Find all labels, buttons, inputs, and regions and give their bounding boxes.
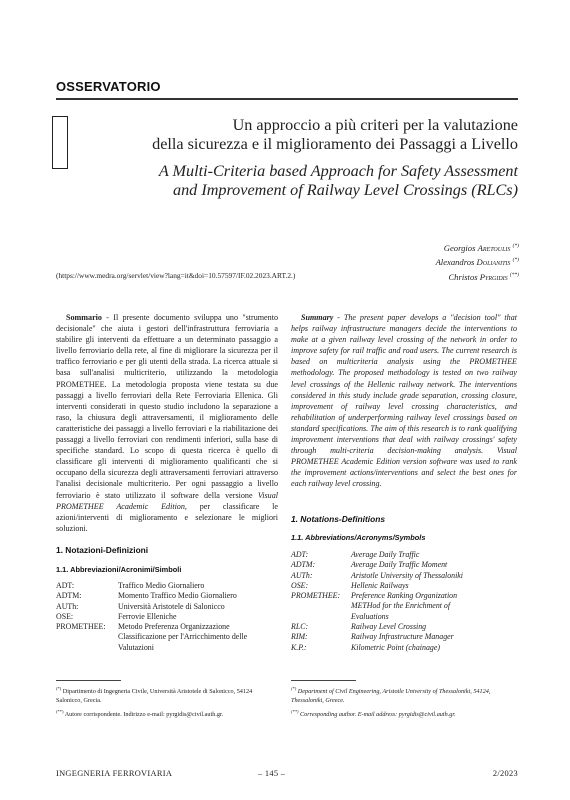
section-label: OSSERVATORIO: [56, 79, 161, 94]
footnote-rule-left: [56, 680, 121, 681]
table-row: OSE: Ferrovie Elleniche: [56, 611, 177, 621]
title-italian-line2: della sicurezza e il miglioramento dei Passaggi a Livello: [152, 135, 518, 153]
footnote-1-en: (*) Department of Civil Engineering, Aristotle University of Thessaloniki, 54124, Thessaloniki, Greece.: [291, 686, 491, 704]
decorative-box: [52, 116, 68, 169]
title-italian-line1: Un approccio a più criteri per la valutazione: [232, 116, 518, 134]
header-rule: [56, 98, 518, 100]
title-english-line1: A Multi-Criteria based Approach for Safety Assessment: [158, 162, 518, 180]
title-italian: [118, 116, 518, 154]
table-row: AUTh: Università Aristotele di Salonicco: [56, 601, 225, 611]
title-english-line2: and Improvement of Railway Level Crossings (RLCs): [172, 181, 518, 199]
sommario-label: Sommario: [66, 313, 102, 322]
footnote-1-it: (*) Dipartimento di Ingegneria Civile, Università Aristotele di Salonicco, 54124 Salonicco, Grecia.: [56, 686, 253, 704]
author-1: Georgios Aretoulis (*): [443, 242, 519, 253]
abbreviation-table-en: [291, 550, 463, 653]
title-english: [88, 162, 518, 200]
doi-link[interactable]: (https://www.medra.org/servlet/view?lang=it&doi=10.57597/IF.02.2023.ART.2.): [56, 271, 296, 280]
sommario-text: - Il presente documento sviluppa uno "strumento decisionale" che aiuta i gestori dell'infrastruttura ferroviaria a stabilire gli interventi da effettuare a un determinato passaggio a livello ferroviario della rete, al fine di migliorare la sicurezza per il traffico ferroviario e per gli utenti della strada. La ricerca attuale si basa sull'analisi multicriterio, utilizzando la metodologia PROMETHEE. La metodologia proposta viene testata su due passaggi a livello ferroviari della Rete Ferroviaria Ellenica. Gli interventi considerati in questo studio includono la separazione a raso, la chiusura degli attraversamenti, il miglioramento delle caratteristiche dei passaggi a livello ferroviari e la riabilitazione dei passaggi a livello ferroviari con rendimenti inferiori, sulla base di specifiche standard. Lo scopo di questa ricerca è quello di classificare gli interventi di miglioramento qualificanti che si occupano della sicurezza degli attraversamenti ferroviari attraverso l'analisi decisionale multicriterio. Per ogni passaggio a livello ferroviario è stato utilizzato il software della versione: [56, 313, 278, 500]
author-2: Alexandros Dolianitis (*): [435, 257, 519, 268]
footer-issue: 2/2023: [492, 769, 518, 778]
summary-abstract: [291, 312, 517, 490]
table-row: PROMETHEE: Preference Ranking Organization METHod for the Enrichment of Evaluations: [291, 591, 458, 621]
table-row: ADT: Traffico Medio Giornaliero: [56, 581, 205, 590]
summary-label: Summary: [301, 313, 334, 322]
table-row: PROMETHEE: Metodo Preferenza Organizzazione Classificazione per l'Arricchimento delle Valutazioni: [56, 622, 248, 652]
summary-text: - The present paper develops a "decision tool" that helps railway infrastructure managers decide the interventions to make at a given railway level crossing of the network in order to improve safety for rail traffic and road users. The current research is based on multicriteria analysis using the PROMETHEE methodology. The proposed methodology is tested on two railway level crossings of the Hellenic railway network. The interventions considered in this study include grade separation, crossing closure, improvement of railway level crossing characteristics, and rehabilitation of underperforming railway level crossings based on standard specifications. The aim of this research is to rank qualifying improvement interventions that deal with railway crossings' safety through multi-criteria decision-making analysis. Visual PROMETHEE Academic Edition version software was used to rank the improvement actions/interventions and select the best ones for each railway level crossing.: [291, 313, 517, 489]
footnotes-it: [56, 685, 278, 720]
sommario-software: Visual PROMETHEE Academic Edition: [56, 490, 278, 511]
footnote-2-it: (**) Autore corrispondente. Indirizzo e-mail: pyrgidis@civil.auth.gr.: [56, 709, 224, 719]
footer-page-number: – 145 –: [258, 769, 286, 778]
table-row: AUTh: Aristotle University of Thessaloniki: [291, 570, 463, 580]
table-row: ADT: Average Daily Traffic: [291, 550, 420, 559]
abbreviation-table-it: [56, 581, 272, 653]
author-3: Christos Pyrgidis (**): [448, 271, 519, 282]
sommario-abstract: [56, 312, 278, 534]
table-row: RIM: Railway Infrastructure Manager: [291, 632, 454, 642]
table-row: ADTM: Momento Traffico Medio Giornaliero: [56, 591, 237, 601]
sommario-end: , per classificare le azioni/interventi di miglioramento e selezionare le migliori soluzioni.: [56, 501, 278, 533]
section-heading-it: 1. Notazioni-Definizioni: [56, 545, 149, 555]
footnote-2-en: (**) Corresponding author. E-mail address: pyrgidis@civil.auth.gr.: [291, 709, 456, 719]
footer-journal: INGEGNERIA FERROVIARIA: [56, 769, 173, 778]
table-row: RLC: Railway Level Crossing: [291, 622, 427, 632]
section-heading-en: 1. Notations-Definitions: [291, 514, 385, 524]
footnotes-en: [291, 685, 517, 720]
table-row: K.P.: Kilometric Point (chainage): [291, 642, 440, 652]
footnote-rule-right: [291, 680, 356, 681]
subsection-heading-en: 1.1. Abbreviations/Acronyms/Symbols: [291, 533, 426, 542]
subsection-heading-it: 1.1. Abbreviazioni/Acronimi/Simboli: [56, 565, 182, 574]
table-row: OSE: Hellenic Railways: [291, 580, 409, 590]
table-row: ADTM: Average Daily Traffic Moment: [291, 560, 448, 570]
